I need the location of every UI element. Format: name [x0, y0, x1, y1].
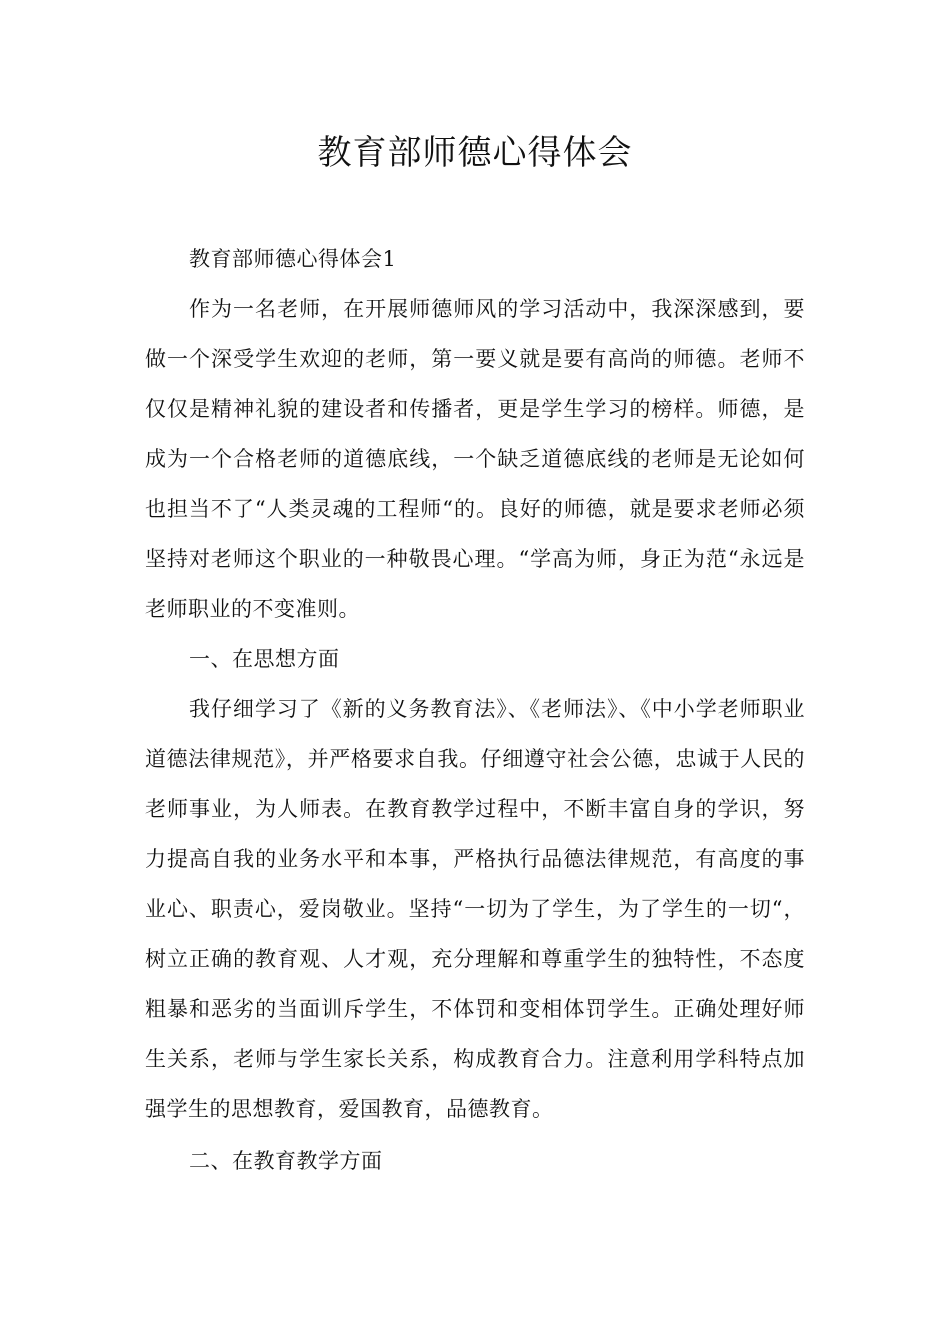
- document-title: 教育部师德心得体会: [317, 133, 633, 173]
- section-heading: 二、在教育教学方面: [189, 1149, 383, 1173]
- section-heading: 一、在思想方面: [189, 647, 340, 671]
- body-paragraph: 我仔细学习了《新的义务教育法》、《老师法》、《中小学老师职业道德法律规范》，并严格要求自我。仔细遵守社会公德，忠诚于人民的老师事业，为人师表。在教育教学过程中，不断丰富自身的学识，努力提高自我的业务水平和本事，严格执行品德法律规范，有高度的事业心、职责心，爱岗敬业。坚持“一切为了学生，为了学生的一切“，树立正确的教育观、人才观，充分理解和尊重学生的独特性，不态度粗暴和恶劣的当面训斥学生，不体罚和变相体罚学生。正确处理好师生关系，老师与学生家长关系，构成教育合力。注意利用学科特点加强学生的思想教育，爱国教育，品德教育。: [145, 697, 805, 1121]
- body-paragraph: 作为一名老师，在开展师德师风的学习活动中，我深深感到，要做一个深受学生欢迎的老师，第一要义就是要有高尚的师德。老师不仅仅是精神礼貌的建设者和传播者，更是学生学习的榜样。师德，是成为一个合格老师的道德底线，一个缺乏道德底线的老师是无论如何也担当不了“人类灵魂的工程师“的。良好的师德，就是要求老师必须坚持对老师这个职业的一种敬畏心理。“学高为师，身正为范“永远是老师职业的不变准则。: [145, 297, 805, 621]
- section-heading: 教育部师德心得体会1: [189, 247, 397, 271]
- document-body: [145, 234, 805, 1186]
